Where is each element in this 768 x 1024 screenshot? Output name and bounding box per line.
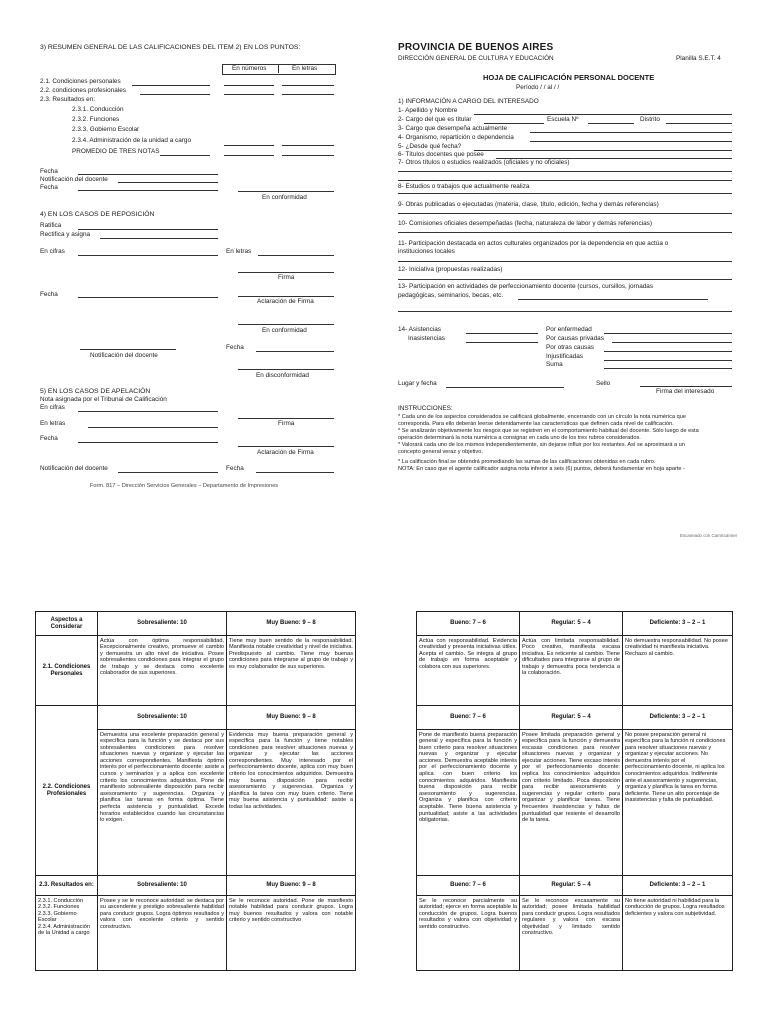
level-header: Muy Bueno: 9 – 8 <box>227 612 356 636</box>
ratifica-label: Ratifica <box>40 222 62 229</box>
instruccion-line: NOTA: En caso que el agente calificador asigna nota inferior a seis (6) puntos, deberá fundamentar en hoja aparte - <box>398 466 685 472</box>
en-disconformidad: En disconformidad <box>256 372 309 379</box>
direction-title: DIRECCIÓN GENERAL DE CULTURA Y EDUCACIÓN <box>398 55 554 62</box>
suma-label: Suma <box>546 361 563 368</box>
distrito-label: Distrito <box>640 116 660 123</box>
field-obras: 9- Obras publicadas o ejecutadas (materia, clase, título, edición, fecha y demás referencias) <box>398 201 659 208</box>
criteria-cell: Evidencia muy buena preparación general y específica para la función y tiene notables condiciones para resolver situaciones nuevas y organizar y ejecutar las acciones correspondientes. Muy interesado por el perfeccionamiento docente, aplica con muy buen criterio los conocimientos adquiridos. Demuestra muy buena disposición para recibir asesoramiento y sugerencias. Organiza y planifica la tarea con muy buen criterio. Tiene muy buena asistencia y puntualidad: asiste a todas las actividades. <box>227 730 356 876</box>
rating-table-left <box>35 611 356 971</box>
section5-title: 5) EN LOS CASOS DE APELACIÓN <box>40 388 151 395</box>
item-administracion: 2.3.4. Administración de la unidad a cargo <box>72 137 192 144</box>
criteria-cell: No posee preparación general ni específica para la función ni condiciones para resolver situaciones nuevas y organizar y ejecutar acciones. No demuestra interés por el perfeccionamiento docente, ni aplica los conocimientos adquiridos. Indiferente ante el asesoramiento y sugerencias, organiza y planifica la tarea en forma deficiente. Tiene un alto porcentaje de inasistencias y falta de puntualidad. <box>623 730 733 876</box>
firma-label-1: Firma <box>278 274 295 281</box>
instruccion-line: * Se analizarán objetivamente los riesgos que se registren en el comportamiento habitual del docente. Sólo luego de esta <box>398 428 699 434</box>
item-gobierno-escolar: 2.3.3. Gobierno Escolar <box>72 126 140 133</box>
criteria-cell: Posee y se le reconoce autoridad: se destaca por su ascendente y prestigio sobresaliente habilidad para conducir grupos. Logra óptimos resultados y valora con excelente criterio y sentido constructivo. <box>98 896 227 971</box>
hoja-title: HOJA DE CALIFICACIÓN PERSONAL DOCENTE <box>483 73 655 82</box>
criteria-cell: No demuestra responsabilidad. No posee creatividad ni manifiesta iniciativa. Rechazo al cambio. <box>623 636 733 706</box>
notificacion-label-2: Notificación del docente <box>90 352 158 359</box>
criteria-cell: Posee limitada preparación general y específica para la función y demuestra escasas condiciones para resolver situaciones nuevas y organizar y ejecutar acciones. Tiene escaso interés por el perfeccionamiento docente: replica los conocimientos adquiridos con criterio limitado. Poca disposición para recibir asesoramiento y sugerencias y regular criterio para organizar y planificar tareas. Tiene frecuentes inasistencias y faltas de puntualidad que resiente el desarrollo de la tarea. <box>520 730 623 876</box>
instruccion-line: corresponda. Para ello deberán leerse detenidamente las características que definen cada nivel de calificación. <box>398 421 674 427</box>
level-header: Deficiente: 3 – 2 – 1 <box>623 876 733 896</box>
info-title: 1) INFORMACIÓN A CARGO DEL INTERESADO <box>398 98 539 105</box>
criteria-cell: Actúa con responsabilidad. Evidencia creatividad y presenta iniciativas útiles. Acepta el cambio. Se integra al grupo de trabajo en forma aceptable y colabora con sus superiores. <box>417 636 520 706</box>
aclaracion-label-1: Aclaración de Firma <box>257 298 314 305</box>
col-numbers-label: En números <box>232 65 267 72</box>
field-otros-titulos: 7- Otros títulos o estudios realizados (oficiales y no oficiales) <box>398 159 570 166</box>
planilla-label: Planilla S.E.T. 4 <box>676 55 721 62</box>
item-funciones: 2.3.2. Funciones <box>72 116 120 123</box>
col-letters-label: En letras <box>292 65 318 72</box>
aspect-header: Aspectos a Considerar <box>36 612 98 636</box>
level-header: Bueno: 7 – 6 <box>417 612 520 636</box>
level-header: Deficiente: 3 – 2 – 1 <box>623 706 733 730</box>
field-perfeccionamiento-a: 13- Participación en actividades de perfeccionamiento docente (cursos, cursillos, jornadas <box>398 283 654 290</box>
aspect-resultados: 2.3. Resultados en: <box>36 876 98 896</box>
item-conduccion: 2.3.1. Conducción <box>72 106 124 113</box>
level-header: Sobresaliente: 10 <box>98 876 227 896</box>
rectifica-label: Rectifica y asigna <box>40 231 91 238</box>
instruccion-line: operación determinará la nota numérica a consignar en cada uno de los tres rubros considerados. <box>398 435 641 441</box>
sello-label: Sello <box>596 380 611 387</box>
criteria-cell: Pone de manifiesto buena preparación general y específica para la función y buen criterio para resolver situaciones nuevas y organizar y ejecutar acciones. Demuestra aceptable interés por el perfeccionamiento docente y aplica con buen criterio los conocimientos adquiridos. Manifiesta buena disposición para recibir asesoramiento y sugerencias. Organiza y planifica con criterio aceptable. Tiene buena asistencia y puntualidad; asiste a las actividades obligatorias. <box>417 730 520 876</box>
rating-table-right <box>416 611 733 971</box>
criteria-cell: Se le reconoce autoridad. Pone de manifiesto notable habilidad para conducir grupos. Logra muy buenos resultados y valora con notable criterio y sentido constructivo <box>227 896 356 971</box>
en-cifras-label: En cifras <box>40 248 65 255</box>
form-footer: Form. 817 – Dirección Servicios Generales – Departamento de Impresiones <box>90 483 279 489</box>
fecha-label-5: Fecha <box>40 435 58 442</box>
section3-title: 3) RESUMEN GENERAL DE LAS CALIFICACIONES DEL ITEM 2) EN LOS PUNTOS: <box>40 44 301 51</box>
aspect-personales: 2.1. Condiciones Personales <box>36 636 98 706</box>
criteria-cell: Demuestra una excelente preparación general y específica para la función y se destaca por sus sobresalientes condiciones para resolver situaciones nuevas y organizar y ejecutar las acciones correspondientes. Manifiesta óptimo interés por el perfeccionamiento docente: asiste a cursos y seminarios y a aplica con excelente criterio los conocimientos adquiridos. Pone de manifiesto sobresaliente disposición para recibir asesoramiento y sugerencias. Organiza y planifica las tareas en forma óptima. Tiene perfecta asistencia y puntualidad. Excede horarios establecidos cuando las circunstancias lo exigen. <box>98 730 227 876</box>
field-estudios: 8- Estudios o trabajos que actualmente realiza <box>398 183 530 190</box>
level-header: Bueno: 7 – 6 <box>417 876 520 896</box>
field-cargo-titular: 2- Cargo del que es titular <box>398 116 472 123</box>
nota-tribunal-label: Nota asignada por el Tribunal de Calificación <box>40 396 167 403</box>
fecha-label-2: Fecha <box>40 184 58 191</box>
field-organismo: 4- Organismo, repartición o dependencia <box>398 134 514 141</box>
en-conformidad-2: En conformidad <box>262 327 307 334</box>
field-cargo-actual: 3- Cargo que desempeña actualmente <box>398 125 508 132</box>
asistencias-label: 14- Asistencias <box>398 326 441 333</box>
criteria-cell: Se le reconoce parcialmente su autoridad; ejerce en forma aceptable la conducción de grupos. Logra buenos resultados y valora con objetividad y sentido constructivo. <box>417 896 520 971</box>
fecha-label-3: Fecha <box>40 291 58 298</box>
notificacion-label-3: Notificación del docente <box>40 465 108 472</box>
por-enfermedad-label: Por enfermedad <box>546 326 592 333</box>
en-letras-label-2: En letras <box>40 420 66 427</box>
por-causas-label: Por causas privadas <box>546 335 604 342</box>
firma-interesado-label: Firma del interesado <box>656 388 715 395</box>
level-header: Muy Bueno: 9 – 8 <box>227 706 356 730</box>
level-header: Muy Bueno: 9 – 8 <box>227 876 356 896</box>
instruccion-line: * La calificación final se obtendrá promediando las sumas de las calificaciones obtenidas en cada rubro. <box>398 459 656 465</box>
aspect-resultados-sub: 2.3.1. Conducción 2.3.2. Funciones 2.3.3. Gobierno Escolar 2.3.4. Administración de la Unidad a cargo <box>36 896 98 971</box>
firma-label-2: Firma <box>278 420 295 427</box>
criteria-cell: No tiene autoridad ni habilidad para la conducción de grupos. Logra resultados deficientes y valora con subjetividad. <box>623 896 733 971</box>
instruccion-line: * Cada uno de los aspectos considerados se calificará globalmente, encerrando con un círculo la nota numérica que <box>398 414 686 420</box>
field-participacion-b: instituciones locales <box>398 248 455 255</box>
level-header: Sobresaliente: 10 <box>98 612 227 636</box>
escuela-label: Escuela Nº <box>547 116 579 123</box>
field-comisiones: 10- Comisiones oficiales desempeñadas (fecha, naturaleza de labor y demás referencias) <box>398 220 652 227</box>
aclaracion-label-2: Aclaración de Firma <box>257 449 314 456</box>
criteria-cell: Actúa con limitada responsabilidad. Poco creativo, manifiesta escasa iniciativa. Es reticente al cambio. Tiene dificultades para integrarse al grupo de trabajo y demuestra poca tendencia a la colaboración. <box>520 636 623 706</box>
scanner-watermark: Escaneado con CamScanner <box>680 533 738 538</box>
aspect-profesionales: 2.2. Condiciones Profesionales <box>36 706 98 876</box>
criteria-cell: Se le reconoce escasamente su autoridad; posee limitada habilidad para conducir grupos. Logra resultados regulares y valora con escasa objetividad y limitado sentido constructivo. <box>520 896 623 971</box>
inasistencias-label: Inasistencias <box>408 335 445 342</box>
item-resultados: 2.3. Resultados en: <box>40 96 96 103</box>
en-letras-label: En letras <box>226 248 252 255</box>
criteria-cell: Actúa con óptima responsabilidad. Excepcionalmente creativo, promueve el cambio y demuestra un alto nivel de iniciativa. Posee sobresalientes condiciones para integrar el grupo de trabajo y se destaca como excelente colaborador de sus superiores. <box>98 636 227 706</box>
field-apellido: 1- Apellido y Nombre <box>398 107 458 114</box>
item-condiciones-personales: 2.1. Condiciones personales <box>40 78 121 85</box>
periodo-label: Período / / al / / <box>516 84 560 91</box>
level-header: Sobresaliente: 10 <box>98 706 227 730</box>
field-perfeccionamiento-b: pedagógicas, seminarios, becas, etc. <box>398 292 504 299</box>
field-participacion-a: 11- Participación destacada en actos culturales organizados por la dependencia en que actúa o <box>398 240 669 247</box>
province-title: PROVINCIA DE BUENOS AIRES <box>398 42 554 53</box>
field-titulos: 6- Títulos docentes que posee <box>398 151 484 158</box>
item-promedio: PROMEDIO DE TRES NOTAS <box>72 148 160 155</box>
en-conformidad-1: En conformidad <box>262 194 307 201</box>
level-header: Regular: 5 – 4 <box>520 876 623 896</box>
injustificadas-label: Injustificadas <box>546 353 583 360</box>
fecha-label-1: Fecha <box>40 168 58 175</box>
level-header: Deficiente: 3 – 2 – 1 <box>623 612 733 636</box>
criteria-cell: Tiene muy buen sentido de la responsabilidad. Manifiesta notable creatividad y nivel de iniciativa. Predispuesto al cambio. Tiene muy buenas condiciones para integrarse al grupo de trabajo y es muy colaborador de sus superiores. <box>227 636 356 706</box>
por-otras-label: Por otras causas <box>546 344 594 351</box>
level-header: Regular: 5 – 4 <box>520 612 623 636</box>
lugar-fecha-label: Lugar y fecha <box>398 380 437 387</box>
level-header: Bueno: 7 – 6 <box>417 706 520 730</box>
fecha-label-4: Fecha <box>226 344 244 351</box>
instrucciones-title: INSTRUCCIONES: <box>398 405 453 412</box>
fecha-label-6: Fecha <box>226 465 244 472</box>
instruccion-line: * Valorará cada uno de los mismos independientemente, sin dejarse influir por los restantes. Así se aproximará a un <box>398 442 685 448</box>
notificacion-label-1: Notificación del docente <box>40 176 108 183</box>
item-condiciones-profesionales: 2.2. condiciones profesionales <box>40 87 126 94</box>
field-fecha: 5- ¿Desde qué fecha? <box>398 143 462 150</box>
instruccion-line: concepto general veraz y objetivo. <box>398 449 483 455</box>
section4-title: 4) EN LOS CASOS DE REPOSICIÓN <box>40 211 155 218</box>
en-cifras-label-2: En cifras <box>40 404 65 411</box>
level-header: Regular: 5 – 4 <box>520 706 623 730</box>
field-iniciativa: 12- Iniciativa (propuestas realizadas) <box>398 266 503 273</box>
